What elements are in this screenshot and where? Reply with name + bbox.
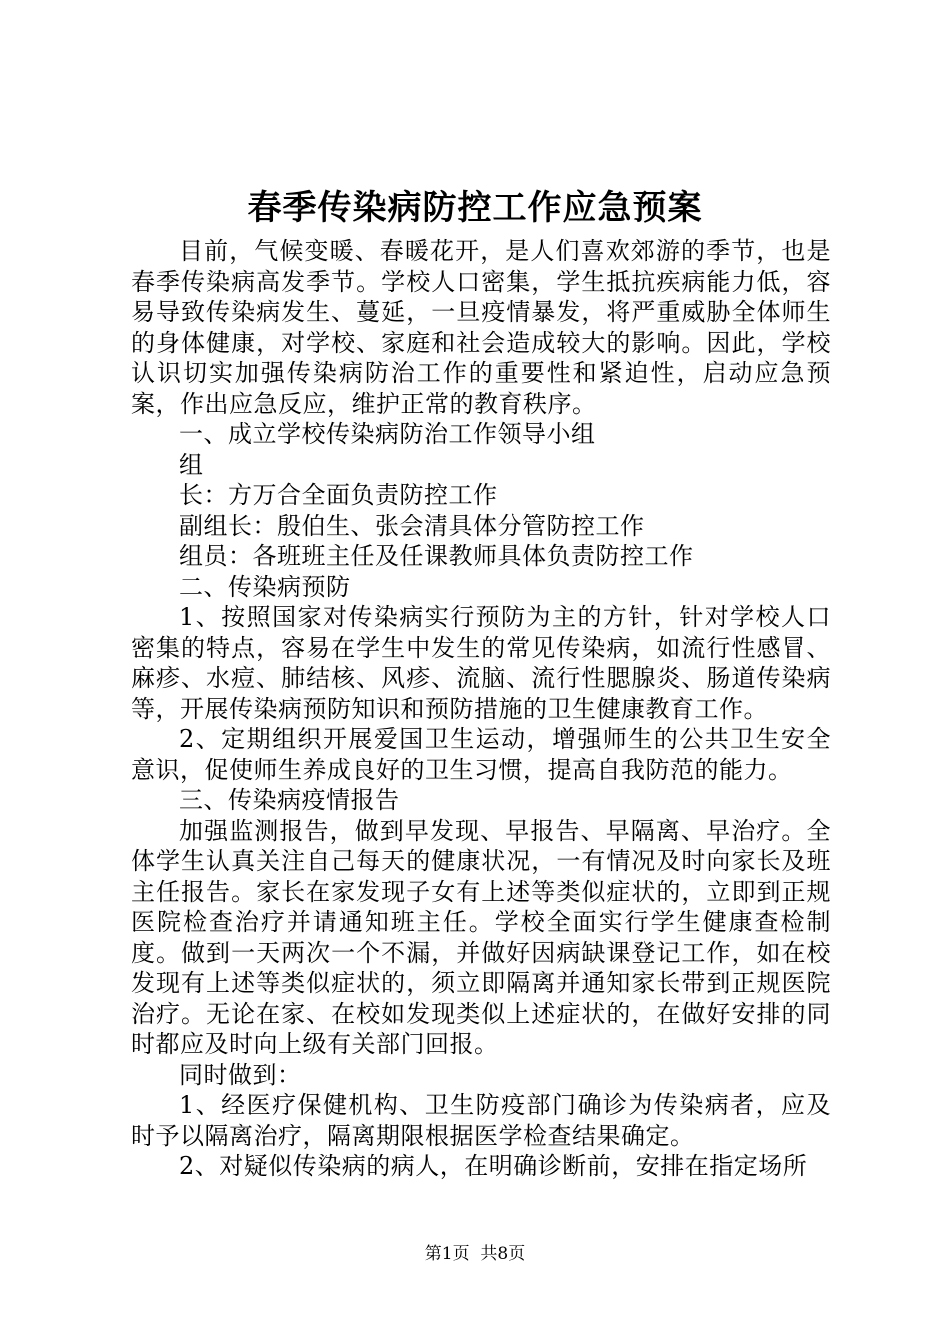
paragraph-prevention-2: 2、定期组织开展爱国卫生运动，增强师生的公共卫生安全意识，促使师生养成良好的卫生习惯，提高自我防范的能力。 bbox=[131, 725, 831, 784]
paragraph-also: 同时做到： bbox=[179, 1060, 302, 1089]
members-line: 组员：各班班主任及任课教师具体负责防控工作 bbox=[179, 542, 694, 570]
paragraph-intro: 目前，气候变暖、春暖花开，是人们喜欢郊游的季节，也是春季传染病高发季节。学校人口密集，学生抵抗疾病能力低，容易导致传染病发生、蔓延，一旦疫情暴发，将严重威胁全体师生的身体健康，对学校、家庭和社会造成较大的影响。因此，学校认识切实加强传染病防治工作的重要性和紧迫性，启动应急预案，作出应急反应，维护正常的教育秩序。 bbox=[131, 237, 831, 418]
page-number: 第1页 bbox=[424, 1244, 470, 1264]
page-total: 共8页 bbox=[480, 1244, 526, 1264]
paragraph-reporting: 加强监测报告，做到早发现、早报告、早隔离、早治疗。全体学生认真关注自己每天的健康状况，一有情况及时向家长及班主任报告。家长在家发现子女有上述等类似症状的，立即到正规医院检查治疗并请通知班主任。学校全面实行学生健康查检制度。做到一天两次一个不漏，并做好因病缺课登记工作，如在校发现有上述等类似症状的，须立即隔离并通知家长带到正规医院治疗。无论在家、在校如发现类似上述症状的，在做好安排的同时都应及时向上级有关部门回报。 bbox=[131, 816, 831, 1058]
paragraph-prevention-1: 1、按照国家对传染病实行预防为主的方针，针对学校人口密集的特点，容易在学生中发生的常见传染病，如流行性感冒、麻疹、水痘、肺结核、风疹、流脑、流行性腮腺炎、肠道传染病等，开展传染病预防知识和预防措施的卫生健康教育工作。 bbox=[131, 603, 831, 723]
document-body bbox=[131, 236, 831, 1182]
paragraph-measure-1: 1、经医疗保健机构、卫生防疫部门确诊为传染病者，应及时予以隔离治疗，隔离期限根据医学检查结果确定。 bbox=[131, 1091, 831, 1150]
heading-section-2: 二、传染病预防 bbox=[179, 572, 351, 601]
page-footer bbox=[0, 1243, 950, 1265]
paragraph-measure-2: 2、对疑似传染病的病人，在明确诊断前，安排在指定场所 bbox=[179, 1152, 808, 1180]
document-title: 春季传染病防控工作应急预案 bbox=[247, 188, 703, 228]
heading-section-1: 一、成立学校传染病防治工作领导小组 bbox=[179, 420, 596, 448]
leader-line: 长：方万合全面负责防控工作 bbox=[179, 481, 498, 509]
footer-spacer bbox=[470, 1244, 481, 1264]
heading-section-3: 三、传染病疫情报告 bbox=[179, 786, 400, 814]
deputy-leader-line: 副组长：殷伯生、张会清具体分管防控工作 bbox=[179, 511, 645, 540]
leader-label-fragment: 组 bbox=[179, 450, 204, 479]
